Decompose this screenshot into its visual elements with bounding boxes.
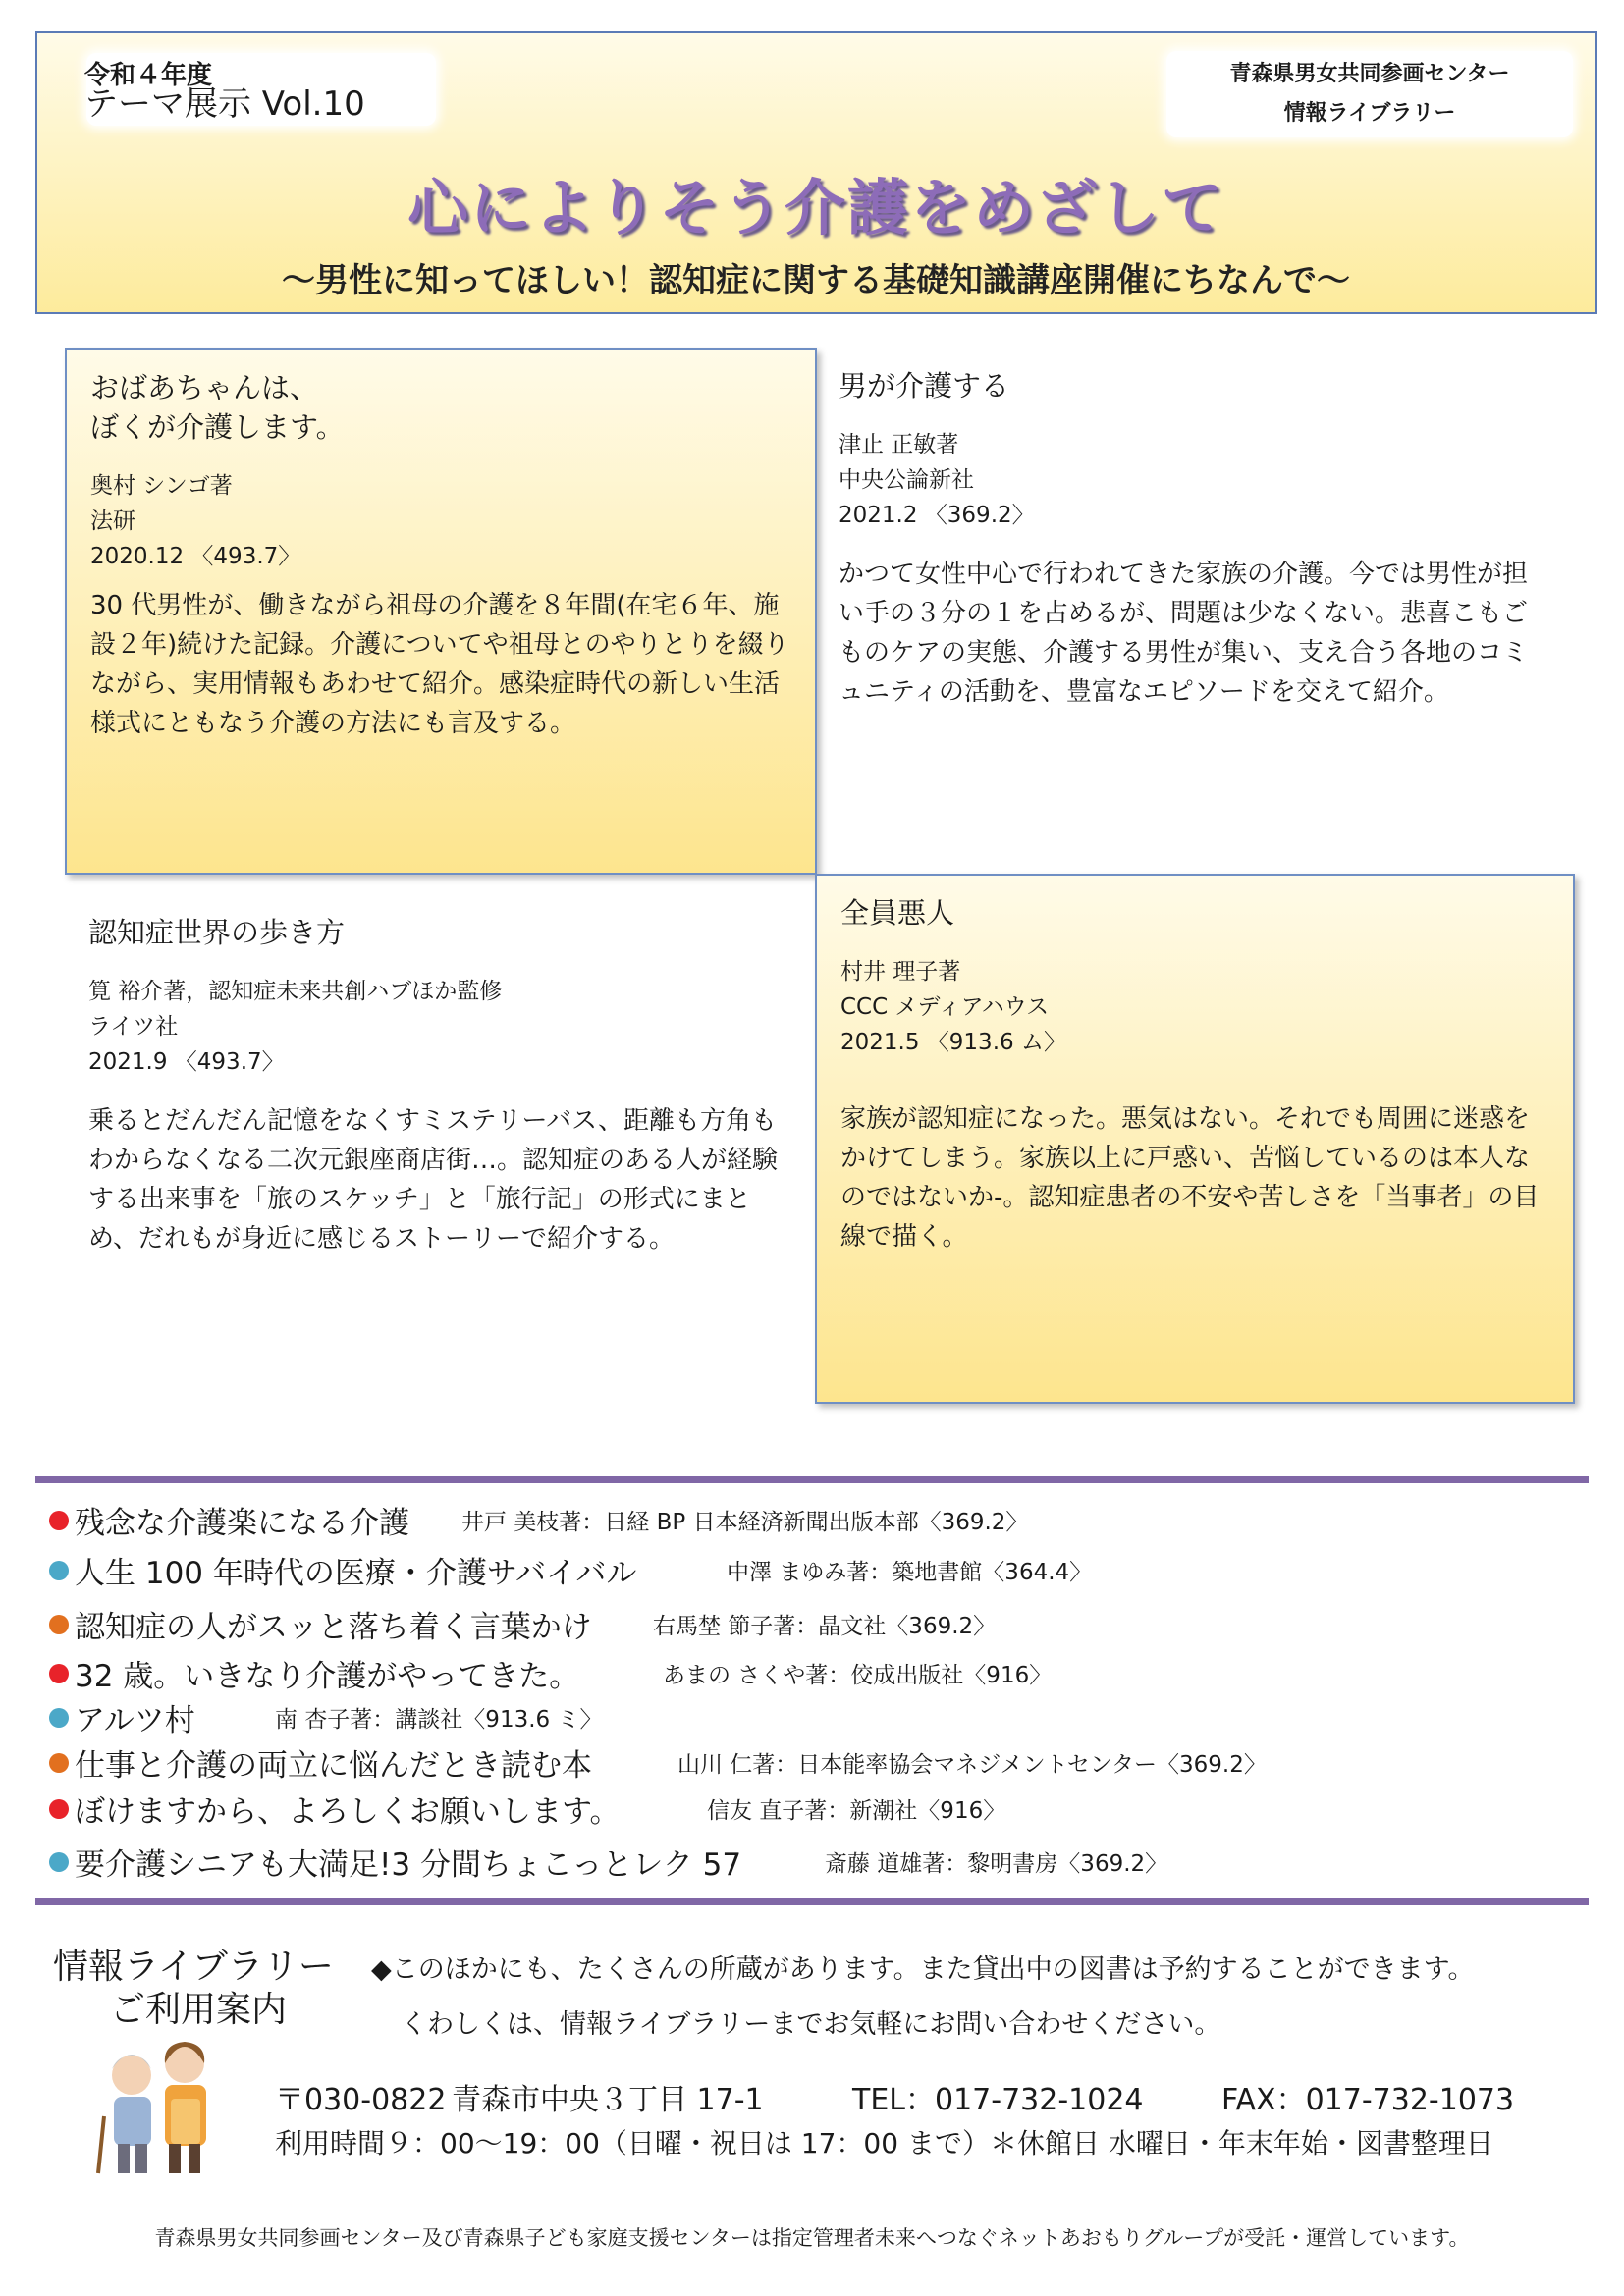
list-item: [49, 1498, 1029, 1542]
book-description: 30 代男性が、働きながら祖母の介護を８年間(在宅６年、施設２年)続けた記録。介護についてや祖母とのやりとりを綴りながら、実用情報もあわせて紹介。感染症時代の新しい生活様式にともなう介護の方法にも言及する。: [90, 591, 789, 738]
list-meta: 井戸 美枝著：日経 BP 日本経済新聞出版本部〈369.2〉: [461, 1510, 1029, 1535]
list-meta: 山川 仁著：日本能率協会マネジメントセンター〈369.2〉: [677, 1752, 1267, 1778]
book-publisher: 法研: [90, 508, 135, 534]
bullet-icon: [49, 1799, 69, 1819]
bullet-icon: [49, 1615, 69, 1634]
book-title-line: ぼくが介護します。: [90, 410, 345, 444]
book-title-line: おばあちゃんは、: [90, 371, 319, 404]
book-date-class: 2021.2 〈369.2〉: [839, 503, 1035, 528]
opening-hours: 利用時間９：00～19：00（日曜・祝日は 17：00 まで）＊休館日 水曜日・年末年始・図書整理日: [275, 2127, 1493, 2160]
list-item: [49, 1651, 1053, 1695]
book-date-class: 2020.12 〈493.7〉: [90, 544, 301, 569]
list-title: 要介護シニアも大満足!3 分間ちょこっとレク 57: [75, 1847, 742, 1883]
operator-note: 青森県男女共同参画センター及び青森県子ども家庭支援センターは指定管理者未来へつなぐネットあおもりグループが受託・運営しています。: [154, 2226, 1470, 2250]
book-description: 乗るとだんだん記憶をなくすミステリーバス、距離も方角もわからなくなる二次元銀座商店街…。認知症のある人が経験する出来事を「旅のスケッチ」と「旅行記」の形式にまとめ、だれもが身近に感じるストーリーで紹介する。: [88, 1106, 779, 1254]
list-title: 人生 100 年時代の医療・介護サバイバル: [75, 1556, 637, 1591]
list-title: 仕事と介護の両立に悩んだとき読む本: [75, 1748, 592, 1784]
footer-note: ◆このほかにも、たくさんの所蔵があります。また貸出中の図書は予約することができます。: [371, 1954, 1475, 1985]
book-card: [815, 348, 1561, 721]
list-title: ぼけますから、よろしくお願いします。: [75, 1794, 621, 1830]
book-author: 筧 裕介著，認知症未来共創ハブほか監修: [88, 979, 503, 1004]
bullet-icon: [49, 1511, 69, 1530]
book-title: 男が介護する: [839, 369, 1010, 402]
address: 青森市中央３丁目 17-1: [452, 2083, 764, 2117]
book-publisher: 中央公論新社: [839, 467, 974, 493]
book-description: かつて女性中心で行われてきた家族の介護。今では男性が担い手の３分の１を占めるが、問題は少なくない。悲喜こもごものケアの実態、介護する男性が集い、支え合う各地のコミュニティの活動を、豊富なエピソードを交えて紹介。: [839, 560, 1529, 707]
book-card: [815, 874, 1575, 1404]
bullet-icon: [49, 1561, 69, 1580]
bullet-icon: [49, 1852, 69, 1872]
divider: [35, 1898, 1589, 1905]
list-meta: 右馬埜 節子著：晶文社〈369.2〉: [653, 1614, 997, 1639]
page-title: 心によりそう介護をめざして: [406, 172, 1224, 243]
list-item: [49, 1548, 1093, 1592]
book-card: [65, 348, 817, 875]
list-item: [49, 1840, 1168, 1884]
list-meta: 信友 直子著：新潮社〈916〉: [707, 1798, 1006, 1824]
header-banner: [35, 31, 1597, 314]
list-item: [49, 1787, 1006, 1831]
list-item: [49, 1740, 1267, 1785]
divider: [35, 1476, 1589, 1483]
book-date-class: 2021.9 〈493.7〉: [88, 1049, 285, 1075]
book-publisher: ライツ社: [88, 1014, 179, 1040]
book-title: [90, 368, 791, 447]
book-title: 認知症世界の歩き方: [88, 916, 346, 949]
footer-subtitle: ご利用案内: [110, 1990, 288, 2030]
phone-number: TEL：017-732-1024: [852, 2083, 1144, 2117]
page-subtitle: ～男性に知ってほしい！認知症に関する基礎知識講座開催にちなんで～: [282, 261, 1350, 300]
list-title: 32 歳。いきなり介護がやってきた。: [75, 1659, 580, 1694]
list-item: [49, 1695, 603, 1739]
list-meta: 南 杏子著：講談社〈913.6 ミ〉: [275, 1707, 603, 1733]
organization-box: [1166, 51, 1573, 137]
fax-number: FAX：017-732-1073: [1221, 2083, 1515, 2117]
postal-code: 〒030-0822: [275, 2083, 447, 2117]
bullet-icon: [49, 1708, 69, 1728]
book-date-class: 2021.5 〈913.6 ム〉: [840, 1030, 1066, 1055]
list-meta: あまの さくや著：佼成出版社〈916〉: [663, 1663, 1053, 1688]
caregiver-illustration: [90, 2030, 228, 2177]
fiscal-year: 令和４年度: [84, 61, 213, 90]
list-title: 認知症の人がスッと落ち着く言葉かけ: [75, 1610, 592, 1645]
bullet-icon: [49, 1664, 69, 1683]
list-title: アルツ村: [75, 1703, 195, 1738]
book-author: 村井 理子著: [840, 959, 961, 985]
footer-note: くわしくは、情報ライブラリーまでお気軽にお問い合わせください。: [401, 2009, 1221, 2040]
book-title: 全員悪人: [840, 896, 955, 930]
list-meta: 斎藤 道雄著：黎明書房〈369.2〉: [825, 1851, 1168, 1877]
organization-name: 青森県男女共同参画センター: [1229, 62, 1510, 86]
list-title: 残念な介護楽になる介護: [75, 1506, 409, 1541]
book-author: 津止 正敏著: [839, 432, 959, 457]
book-publisher: CCC メディアハウス: [840, 994, 1050, 1020]
list-meta: 中澤 まゆみ著：築地書館〈364.4〉: [727, 1560, 1093, 1585]
footer-title: 情報ライブラリー: [53, 1947, 334, 1987]
book-card: [65, 895, 817, 1288]
book-description: 家族が認知症になった。悪気はない。それでも周囲に迷惑をかけてしまう。家族以上に戸惑い、苦悩しているのは本人なのではないか-。認知症患者の不安や苦しさを「当事者」の目線で描く。: [840, 1104, 1540, 1252]
list-item: [49, 1602, 997, 1646]
bullet-icon: [49, 1753, 69, 1773]
book-author: 奥村 シンゴ著: [90, 473, 233, 499]
exhibit-volume: テーマ展示 Vol.10: [84, 84, 365, 124]
library-name: 情報ライブラリー: [1283, 101, 1456, 126]
